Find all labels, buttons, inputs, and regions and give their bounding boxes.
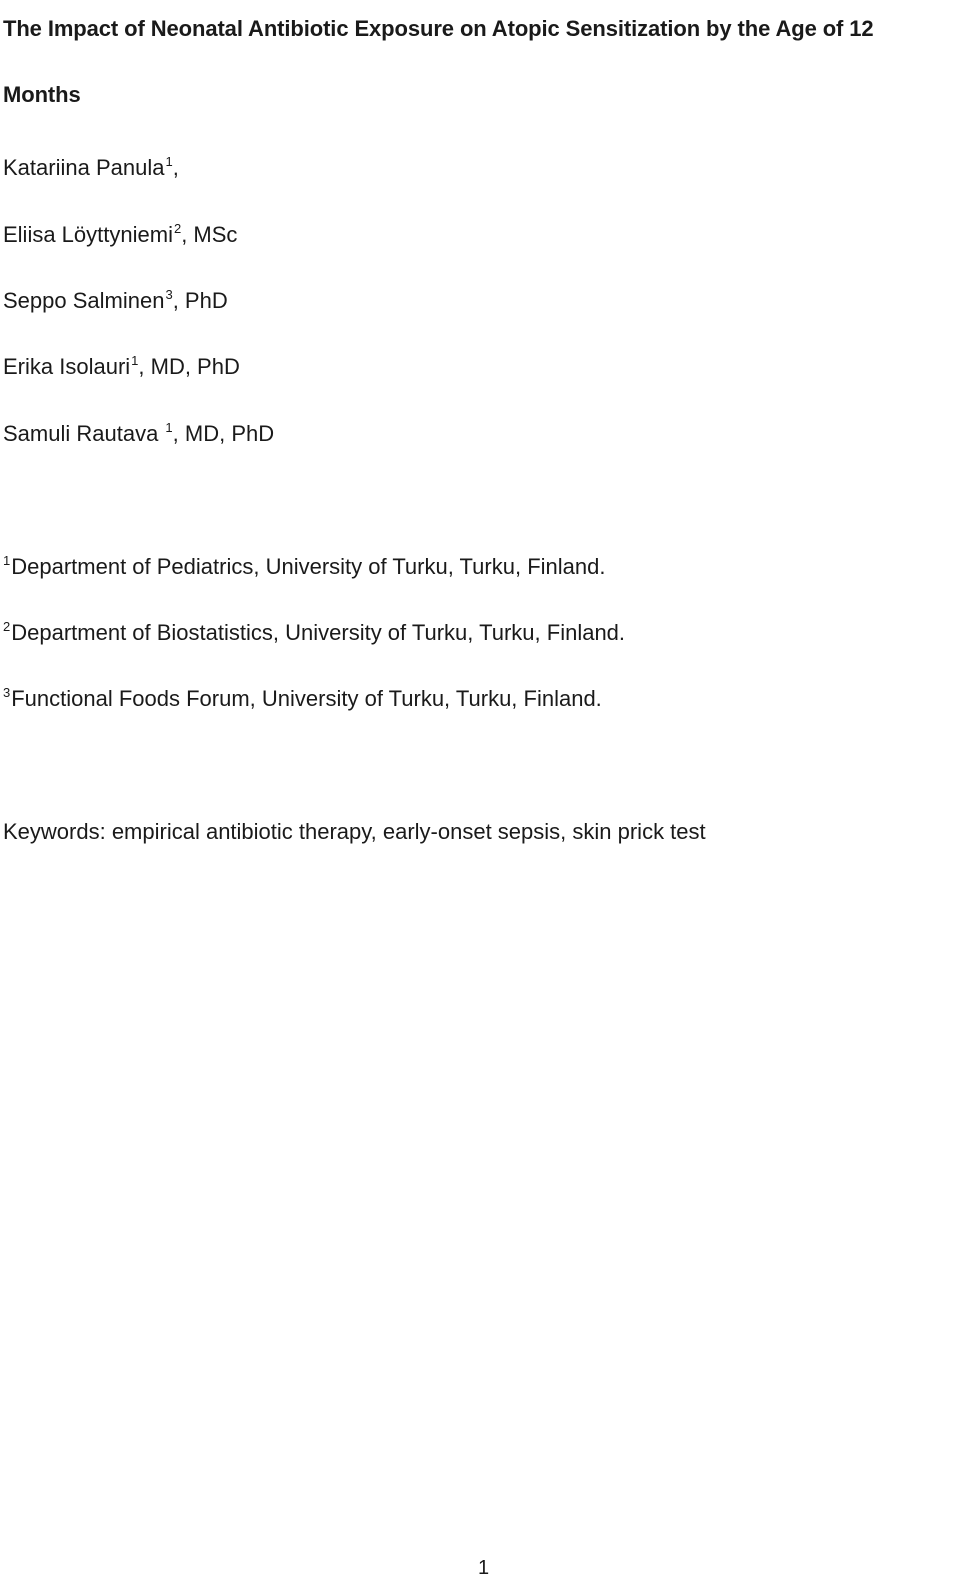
author-rautava: [3, 419, 274, 449]
affiliation-marker: 1: [131, 353, 139, 368]
author-suffix: , MD, PhD: [172, 421, 275, 446]
affiliation-text: Department of Pediatrics, University of Turku, Turku, Finland.: [11, 554, 606, 579]
author-name: Erika Isolauri: [3, 354, 131, 379]
affiliation-marker: 2: [3, 619, 11, 634]
affiliation-marker: 1: [165, 154, 173, 169]
author-suffix: , PhD: [172, 288, 228, 313]
author-name: Katariina Panula: [3, 155, 165, 180]
page-number: 1: [478, 1557, 490, 1579]
author-suffix: ,: [172, 155, 179, 180]
affiliation-marker: 1: [3, 553, 11, 568]
author-name: Seppo Salminen: [3, 288, 165, 313]
author-name: Eliisa Löyttyniemi: [3, 222, 173, 247]
author-loyttyniemi: [3, 220, 237, 250]
affiliation-pediatrics: [3, 552, 605, 582]
affiliation-biostatistics: [3, 618, 625, 648]
affiliation-marker: 3: [165, 287, 173, 302]
author-panula: [3, 153, 179, 183]
author-suffix: , MSc: [181, 222, 238, 247]
affiliation-text: Department of Biostatistics, University of Turku, Turku, Finland.: [11, 620, 626, 645]
affiliation-functional-foods: [3, 684, 602, 714]
affiliation-text: Functional Foods Forum, University of Turku, Turku, Finland.: [11, 686, 602, 711]
keywords: Keywords: empirical antibiotic therapy, early-onset sepsis, skin prick test: [3, 819, 706, 844]
author-suffix: , MD, PhD: [138, 354, 240, 379]
author-isolauri: [3, 352, 240, 382]
affiliation-marker: 3: [3, 685, 11, 700]
author-name: Samuli Rautava: [3, 421, 165, 446]
affiliation-marker: 2: [173, 221, 182, 236]
affiliation-marker: 1: [165, 420, 173, 435]
paper-title: The Impact of Neonatal Antibiotic Exposure on Atopic Sensitization by the Age of 12 Months: [3, 16, 874, 107]
author-salminen: [3, 286, 228, 316]
